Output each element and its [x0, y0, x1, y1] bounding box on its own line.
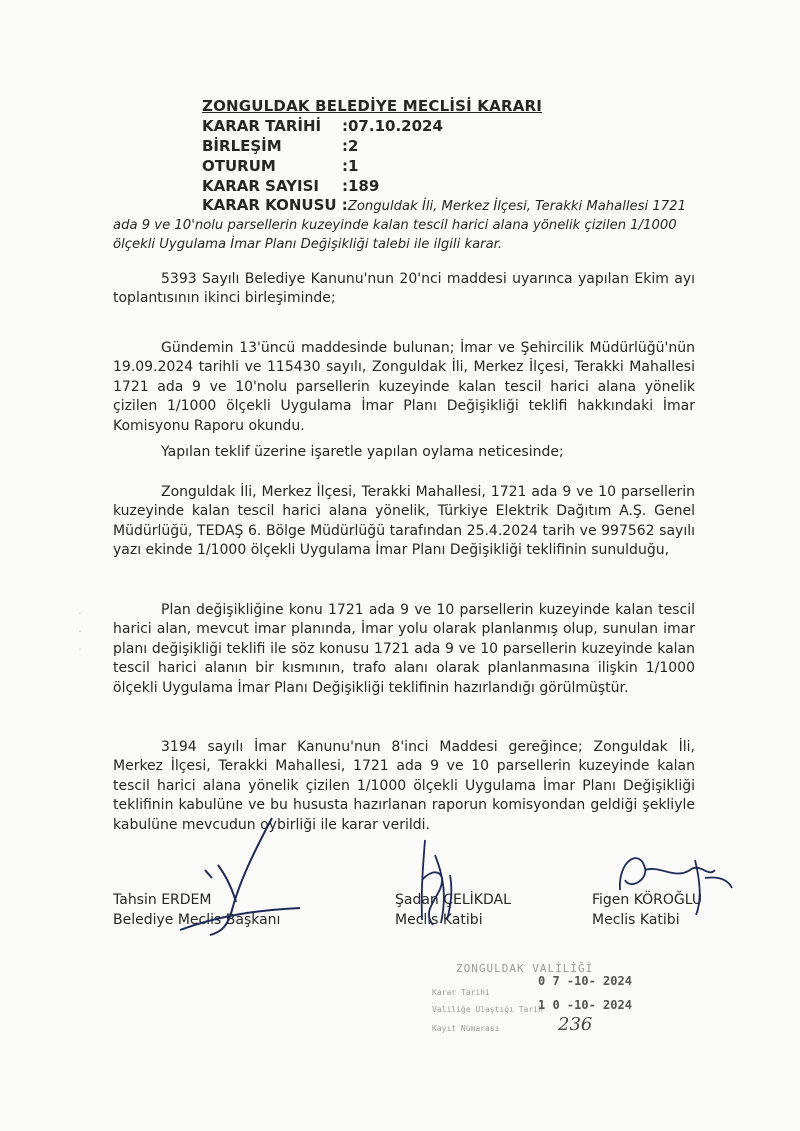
decision-header	[202, 96, 642, 196]
signature-block-clerk-1	[395, 890, 511, 930]
signature-block-president	[113, 890, 280, 930]
stamp-number: 236	[558, 1014, 593, 1035]
signature-block-clerk-2	[592, 890, 702, 930]
signatory-role: Meclis Katibi	[592, 912, 680, 928]
paragraph-plan-change: Plan değişikliğine konu 1721 ada 9 ve 10 parsellerin kuzeyinde kalan tescil harici alan, mevcut imar planında, İmar yolu olarak planlanmış olup, sunulan imar planı değişikliği teklifi ile söz konusu 1721 ada 9 ve 10 parsellerin kuzeyinde kalan tescil harici alanın bir kısmının, trafo alanı olarak planlanmasına ilişkin 1/1000 ölçekli Uygulama İmar Planı Değişikliği teklifinin hazırlandığı görülmüştür.	[113, 602, 695, 696]
signatory-name: Şadan ÇELİKDAL	[395, 892, 511, 908]
paragraph-intro: 5393 Sayılı Belediye Kanunu'nun 20'nci maddesi uyarınca yapılan Ekim ayı toplantısının ikinci birleşiminde;	[113, 271, 695, 307]
header-row-number: KARAR SAYISI :189	[202, 177, 380, 195]
header-row-session: BİRLEŞİM :2	[202, 137, 359, 155]
decision-subject	[113, 196, 693, 254]
paragraph-decision: 3194 sayılı İmar Kanunu'nun 8'inci Maddesi gereğince; Zonguldak İli, Merkez İlçesi, Terakki Mahallesi, 1721 ada 9 ve 10 parsellerin kuzeyinde kalan tescil harici alana yönelik çizilen 1/1000 ölçekli Uygulama İmar Planı Değişikliği teklifinin kabulüne ve bu hususta hazırlanan raporun komisyondan geldiği şekliyle kabulüne mevcudun oybirliği ile karar verildi.	[113, 739, 695, 833]
subject-text: Zonguldak İli, Merkez İlçesi, Terakki Mahallesi 1721 ada 9 ve 10'nolu parsellerin kuzeyinde kalan tescil harici alana yönelik çizilen 1/1000 ölçekli Uygulama İmar Planı Değişikliği talebi ile ilgili karar.	[113, 199, 686, 252]
paragraph-proposal: Zonguldak İli, Merkez İlçesi, Terakki Mahallesi, 1721 ada 9 ve 10 parsellerin kuzeyinde kalan tescil harici alana yönelik, Türkiye Elektrik Dağıtım A.Ş. Genel Müdürlüğü, TEDAŞ 6. Bölge Müdürlüğü tarafından 25.4.2024 tarih ve 997562 sayılı yazı ekinde 1/1000 ölçekli Uygulama İmar Planı Değişikliği teklifinin sunulduğu,	[113, 484, 695, 559]
signatory-name: Tahsin ERDEM	[113, 892, 212, 908]
stamp-row-label: Valiliğe Ulaştığı Tarih	[432, 1005, 543, 1014]
paragraph-agenda: Gündemin 13'üncü maddesinde bulunan; İmar ve Şehircilik Müdürlüğü'nün 19.09.2024 tarihli ve 115430 sayılı, Zonguldak İli, Merkez İlçesi, Terakki Mahallesi 1721 ada 9 ve 10'nolu parsellerin kuzeyinde kalan tescil harici alana yönelik çizilen 1/1000 ölçekli Uygulama İmar Planı Değişikliği teklifi hakkındaki İmar Komisyonu Raporu okundu.	[113, 340, 695, 434]
header-row-date: KARAR TARİHİ :07.10.2024	[202, 117, 443, 135]
paragraph-vote: Yapılan teklif üzerine işaretle yapılan oylama neticesinde;	[161, 444, 564, 460]
signatory-role: Belediye Meclis Başkanı	[113, 912, 281, 928]
stamp-date-1: 0 7 -10- 2024	[538, 974, 632, 988]
subject-label: KARAR KONUSU :	[202, 196, 348, 214]
document-title: ZONGULDAK BELEDİYE MECLİSİ KARARI	[202, 97, 543, 115]
stamp-row-label: Karar Tarihi	[432, 988, 490, 997]
signatory-name: Figen KÖROĞLU	[592, 892, 703, 908]
stamp-row-label: Kayıt Numarası	[432, 1024, 500, 1033]
margin-marks: · · ·	[78, 607, 82, 656]
stamp-title: ZONGULDAK VALİLİĞİ	[456, 962, 594, 975]
header-row-sitting: OTURUM :1	[202, 157, 359, 175]
stamp-date-2: 1 0 -10- 2024	[538, 998, 632, 1012]
signatory-role: Meclis Katibi	[395, 912, 483, 928]
registry-stamp	[418, 960, 648, 1040]
